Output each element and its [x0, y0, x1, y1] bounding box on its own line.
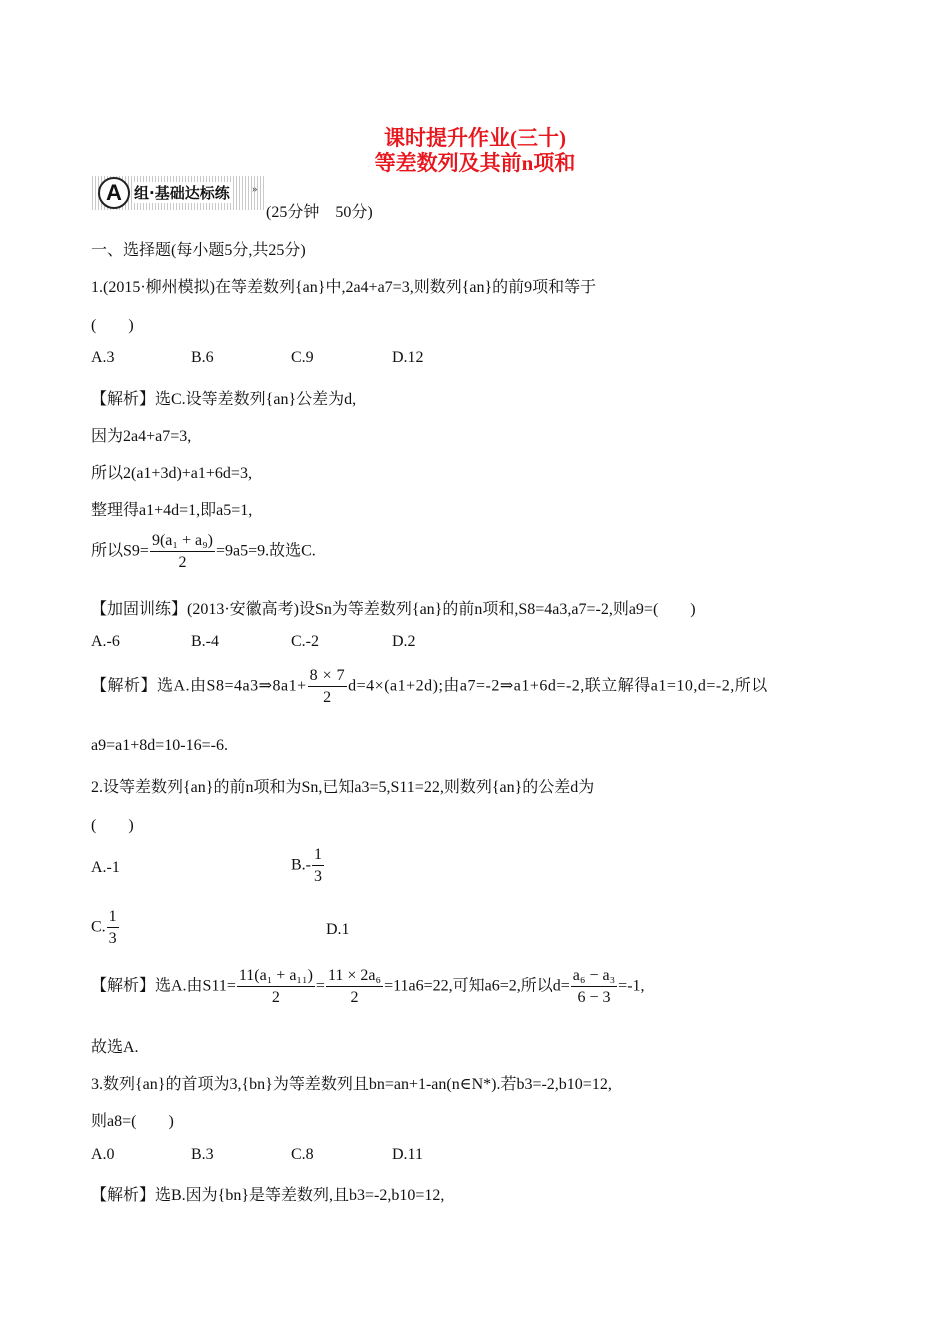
q2-sol-eq: = — [315, 977, 325, 995]
q3-option-b: B.3 — [191, 1146, 214, 1163]
q2-option-b-pre: B.- — [291, 856, 311, 874]
q2-fraction-1-num: 11(a₁ + a₁₁) — [238, 967, 313, 984]
q2-fraction-1 — [237, 967, 315, 1007]
reinforce-sol-pre: 【解析】选A.由S8=4a3⇒8a1+ — [91, 677, 307, 695]
q2-option-b-num: 1 — [314, 846, 322, 863]
q1-stem: 1.(2015·柳州模拟)在等差数列{an}中,2a4+a7=3,则数列{an}的前9项和等于 — [91, 279, 597, 296]
q2-option-b — [291, 846, 325, 886]
q1-fraction-num: 9(a₁ + a₉) — [151, 532, 213, 549]
reinforce-stem: 【加固训练】(2013·安徽高考)设Sn为等差数列{an}的前n项和,S8=4a3,a7=-2,则a9=( ) — [91, 601, 696, 618]
reinforce-option-d: D.2 — [392, 633, 416, 650]
q2-option-c-num: 1 — [108, 908, 117, 925]
section-heading: 一、选择题(每小题5分,共25分) — [91, 242, 306, 259]
double-chevron-icon: » — [252, 183, 258, 195]
q3-stem-line2: 则a8=( ) — [91, 1113, 174, 1130]
q1-fraction-den: 2 — [150, 551, 215, 572]
q2-sol-mid: =11a6=22,可知a6=2,所以d= — [384, 977, 570, 995]
group-badge — [92, 176, 264, 210]
q2-fraction-2-den: 2 — [326, 986, 383, 1007]
q2-paren: ( ) — [91, 817, 134, 834]
reinforce-fraction-den: 2 — [308, 686, 348, 707]
reinforce-solution-line2: a9=a1+8d=10-16=-6. — [91, 737, 228, 754]
q2-fraction-2-num: 11 × 2a₆ — [327, 967, 382, 984]
group-letter: A — [98, 177, 130, 209]
q3-option-d: D.11 — [392, 1146, 423, 1163]
reinforce-option-a: A.-6 — [91, 633, 120, 650]
page-subtitle: 等差数列及其前n项和 — [374, 151, 576, 175]
q3-option-a: A.0 — [91, 1146, 115, 1163]
q1-solution-line5 — [91, 532, 316, 572]
q1-solution-line2: 因为2a4+a7=3, — [91, 428, 192, 445]
q2-option-a: A.-1 — [91, 859, 120, 876]
q3-options — [0, 1146, 950, 1168]
reinforce-option-b: B.-4 — [191, 633, 219, 650]
q2-option-b-den: 3 — [312, 865, 324, 886]
reinforce-option-c: C.-2 — [291, 633, 319, 650]
reinforce-fraction — [308, 667, 348, 707]
q1-solution-line1: 【解析】选C.设等差数列{an}公差为d, — [91, 391, 357, 408]
q2-option-d: D.1 — [326, 921, 350, 938]
group-label: 组·基础达标练 — [134, 184, 230, 202]
q2-fraction-3-den: 6 − 3 — [571, 986, 617, 1007]
q3-option-c: C.8 — [291, 1146, 314, 1163]
q2-stem: 2.设等差数列{an}的前n项和为Sn,已知a3=5,S11=22,则数列{an}的公差d为 — [91, 779, 595, 796]
q2-fraction-1-den: 2 — [237, 986, 315, 1007]
q2-solution-line1 — [91, 967, 645, 1007]
q1-paren: ( ) — [91, 317, 134, 334]
q1-fraction — [150, 532, 215, 572]
q1-options — [0, 349, 950, 371]
q2-option-b-fraction — [312, 846, 324, 886]
page-title: 课时提升作业(三十) — [384, 126, 566, 150]
q1-solution-line3: 所以2(a1+3d)+a1+6d=3, — [91, 465, 252, 482]
q2-option-c-pre: C. — [91, 918, 106, 936]
q3-solution-line1: 【解析】选B.因为{bn}是等差数列,且b3=-2,b10=12, — [91, 1187, 445, 1204]
time-score: (25分钟 50分) — [266, 204, 373, 221]
q3-stem: 3.数列{an}的首项为3,{bn}为等差数列且bn=an+1-an(n∈N*).若b3=-2,b10=12, — [91, 1076, 612, 1093]
q2-fraction-3-num: a₆ − a₃ — [572, 967, 616, 984]
q2-solution-line2: 故选A. — [91, 1039, 139, 1056]
q1-solution-line4: 整理得a1+4d=1,即a5=1, — [91, 502, 253, 519]
reinforce-sol-post: d=4×(a1+2d);由a7=-2⇒a1+6d=-2,联立解得a1=10,d=-2,所以 — [348, 677, 768, 695]
q2-option-c-fraction — [107, 908, 119, 948]
q1-option-a: A.3 — [91, 349, 115, 366]
q1-option-d: D.12 — [392, 349, 424, 366]
q2-fraction-2 — [326, 967, 383, 1007]
q2-fraction-3 — [571, 967, 617, 1007]
reinforce-fraction-num: 8 × 7 — [309, 667, 346, 684]
reinforce-options — [0, 633, 950, 655]
q2-sol-post: =-1, — [618, 977, 645, 995]
q1-sol5-post: =9a5=9.故选C. — [215, 542, 316, 560]
q2-option-c-den: 3 — [107, 927, 119, 948]
q2-option-c — [91, 908, 120, 948]
reinforce-solution-line1 — [91, 667, 859, 707]
q1-option-b: B.6 — [191, 349, 214, 366]
q1-option-c: C.9 — [291, 349, 314, 366]
q2-sol-pre: 【解析】选A.由S11= — [91, 977, 236, 995]
q1-sol5-pre: 所以S9= — [91, 542, 149, 560]
